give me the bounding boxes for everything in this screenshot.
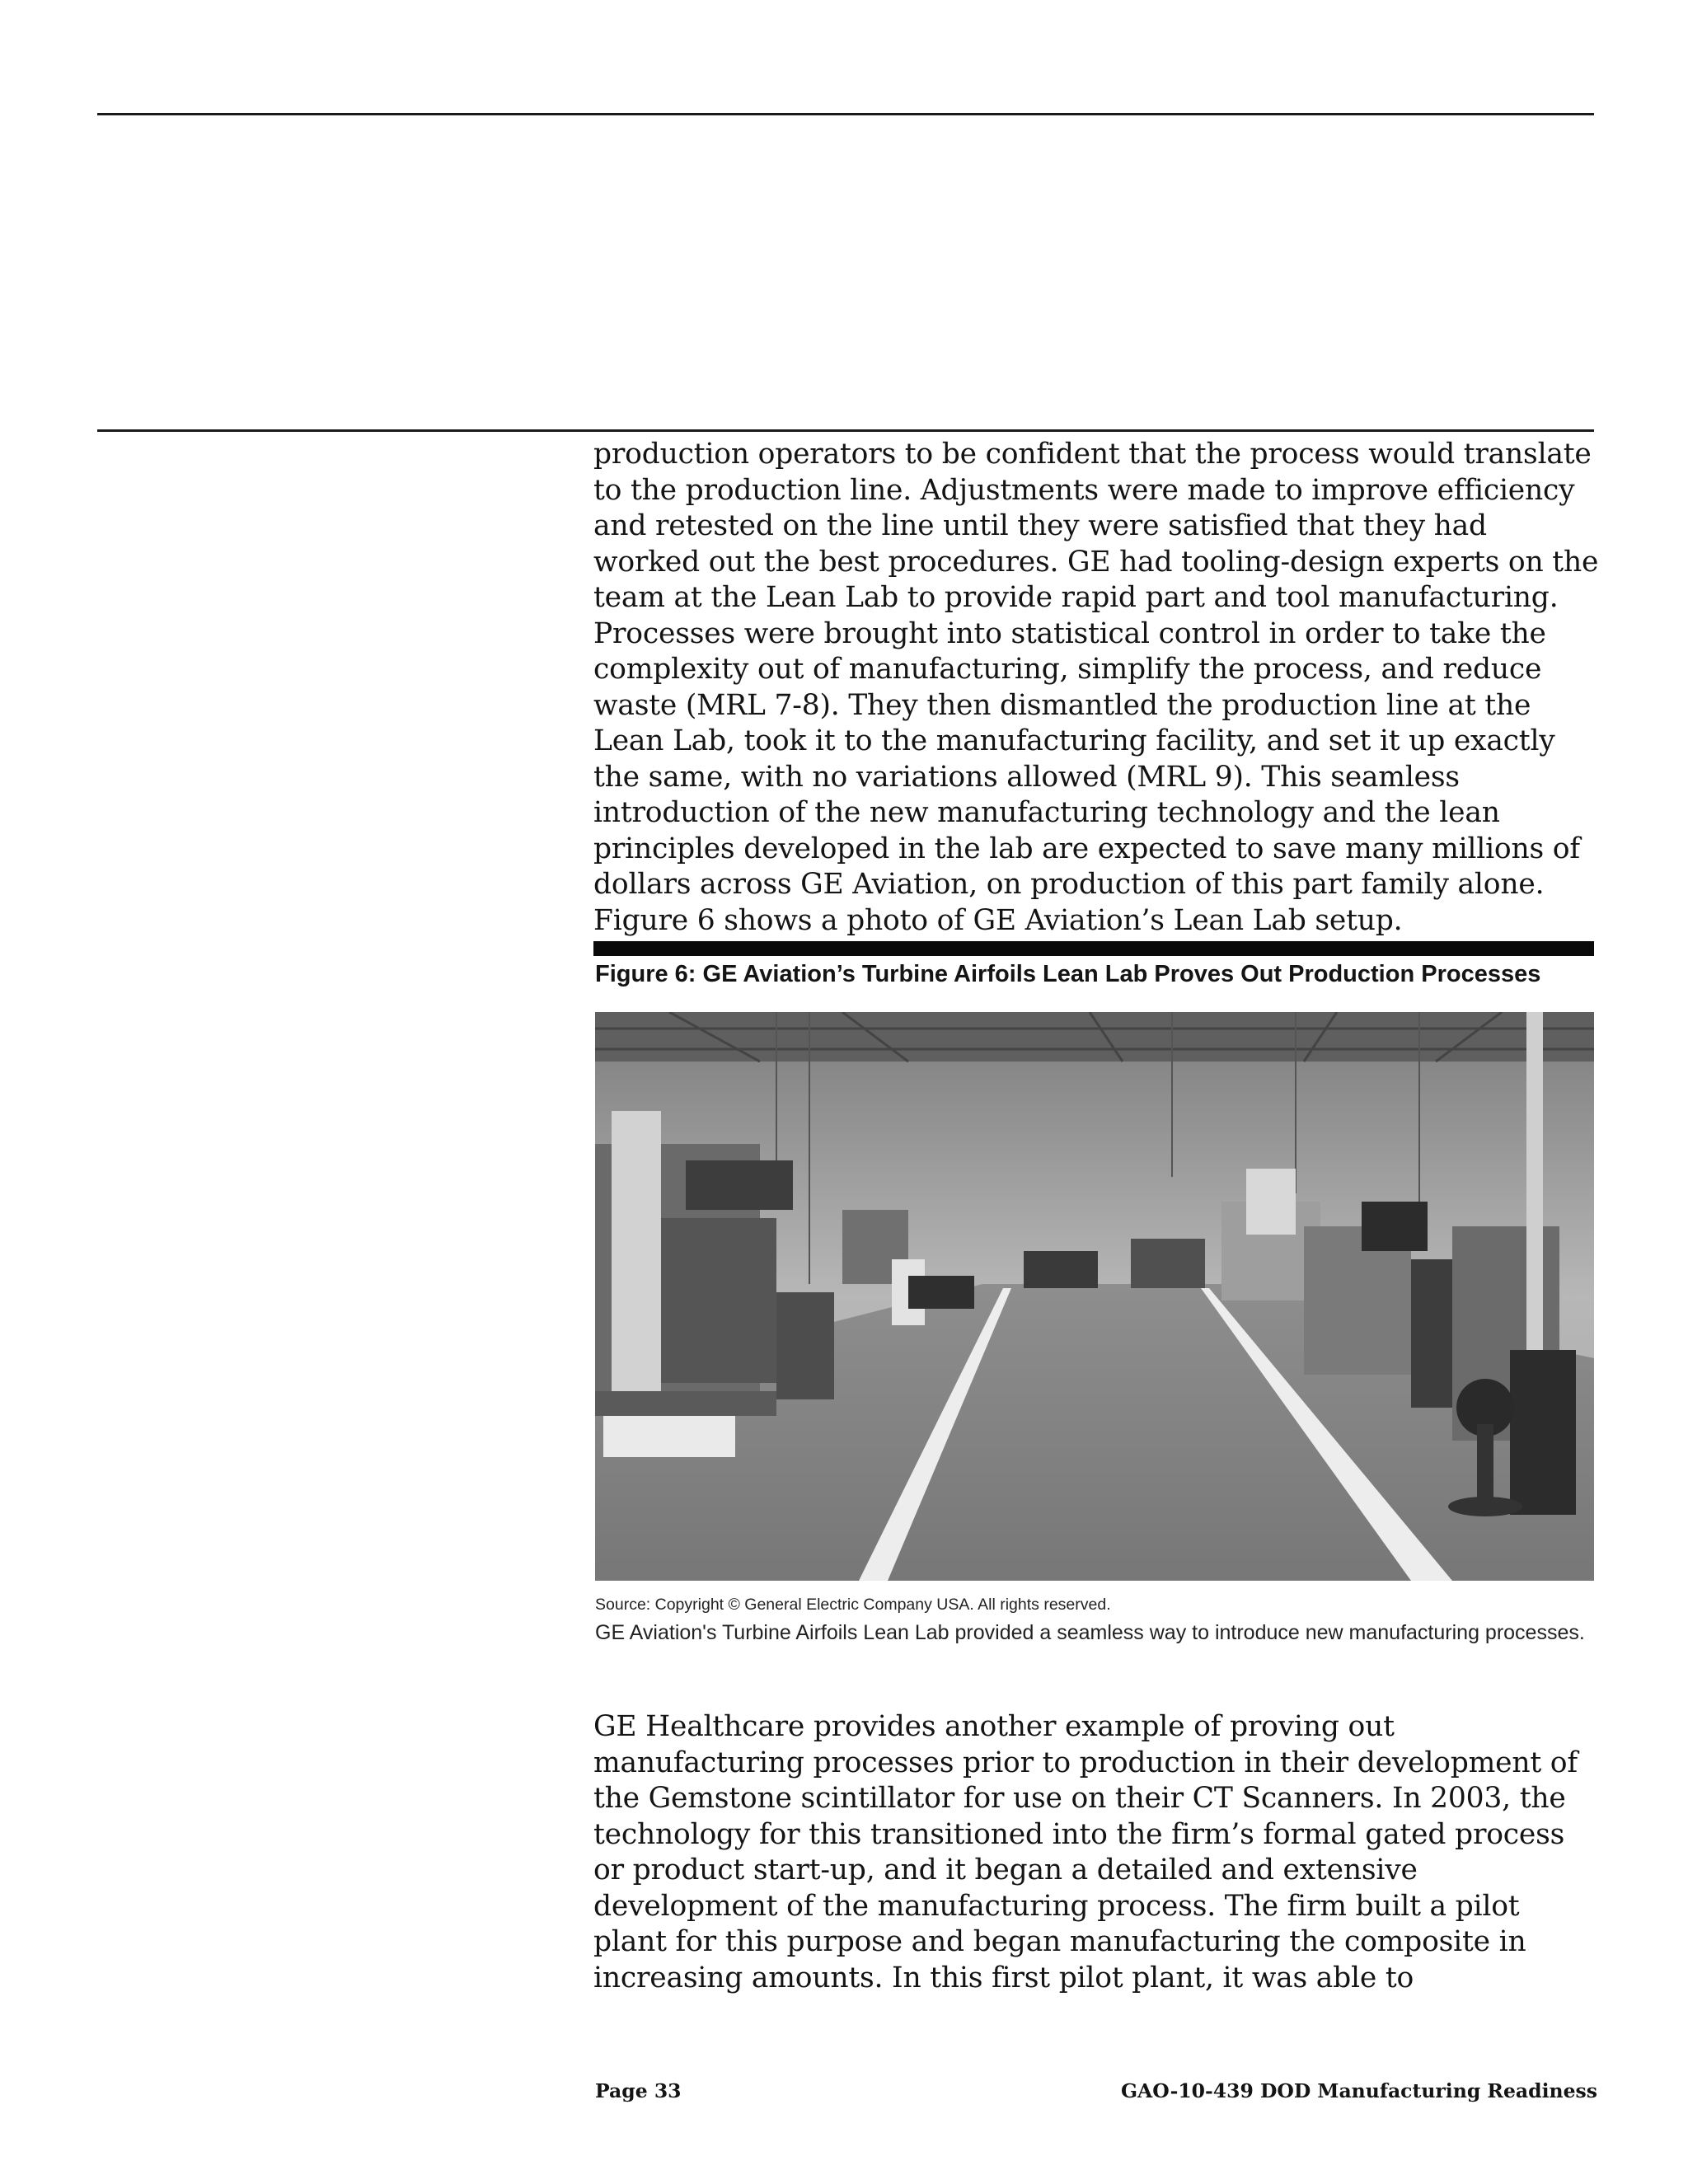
figure-title-bar: [593, 941, 1594, 956]
figure-source: Source: Copyright © General Electric Company USA. All rights reserved.: [595, 1596, 1111, 1614]
section-rule: [97, 429, 1594, 432]
page-number: Page 33: [595, 2079, 682, 2102]
lean-lab-photo: [595, 1012, 1594, 1581]
body-paragraph: production operators to be confident that the process would translate to the production line. Adjustments were made to improve efficiency and retested on the line until they were satisfied that they had worked out the best procedures. GE had tooling-design experts on the team at the Lean Lab to provide rapid part and tool manufacturing. Processes were brought into statistical control in order to take the complexity out of manufacturing, simplify the process, and reduce waste (MRL 7-8). They then dismantled the production line at the Lean Lab, took it to the manufacturing facility, and set it up exactly the same, with no variations allowed (MRL 9). This seamless introduction of the new manufacturing technology and the lean principles developed in the lab are expected to save many millions of dollars across GE Aviation, on production of this part family alone. Figure 6 shows a photo of GE Aviation’s Lean Lab setup.: [593, 438, 1599, 937]
report-title: GAO-10-439 DOD Manufacturing Readiness: [1120, 2079, 1597, 2102]
body-paragraph: GE Healthcare provides another example of proving out manufacturing processes prior to production in their development of the Gemstone scintillator for use on their CT Scanners. In 2003, the technology for this transitioned into the firm’s formal gated process or product start-up, and it began a detailed and extensive development of the manufacturing process. The firm built a pilot plant for this purpose and began manufacturing the composite in increasing amounts. In this first pilot plant, it was able to: [593, 1710, 1578, 1994]
figure-caption: GE Aviation's Turbine Airfoils Lean Lab provided a seamless way to introduce new manufacturing processes.: [595, 1621, 1585, 1644]
figure-title: Figure 6: GE Aviation’s Turbine Airfoils Lean Lab Proves Out Production Processes: [595, 961, 1541, 987]
top-rule: [97, 113, 1594, 115]
